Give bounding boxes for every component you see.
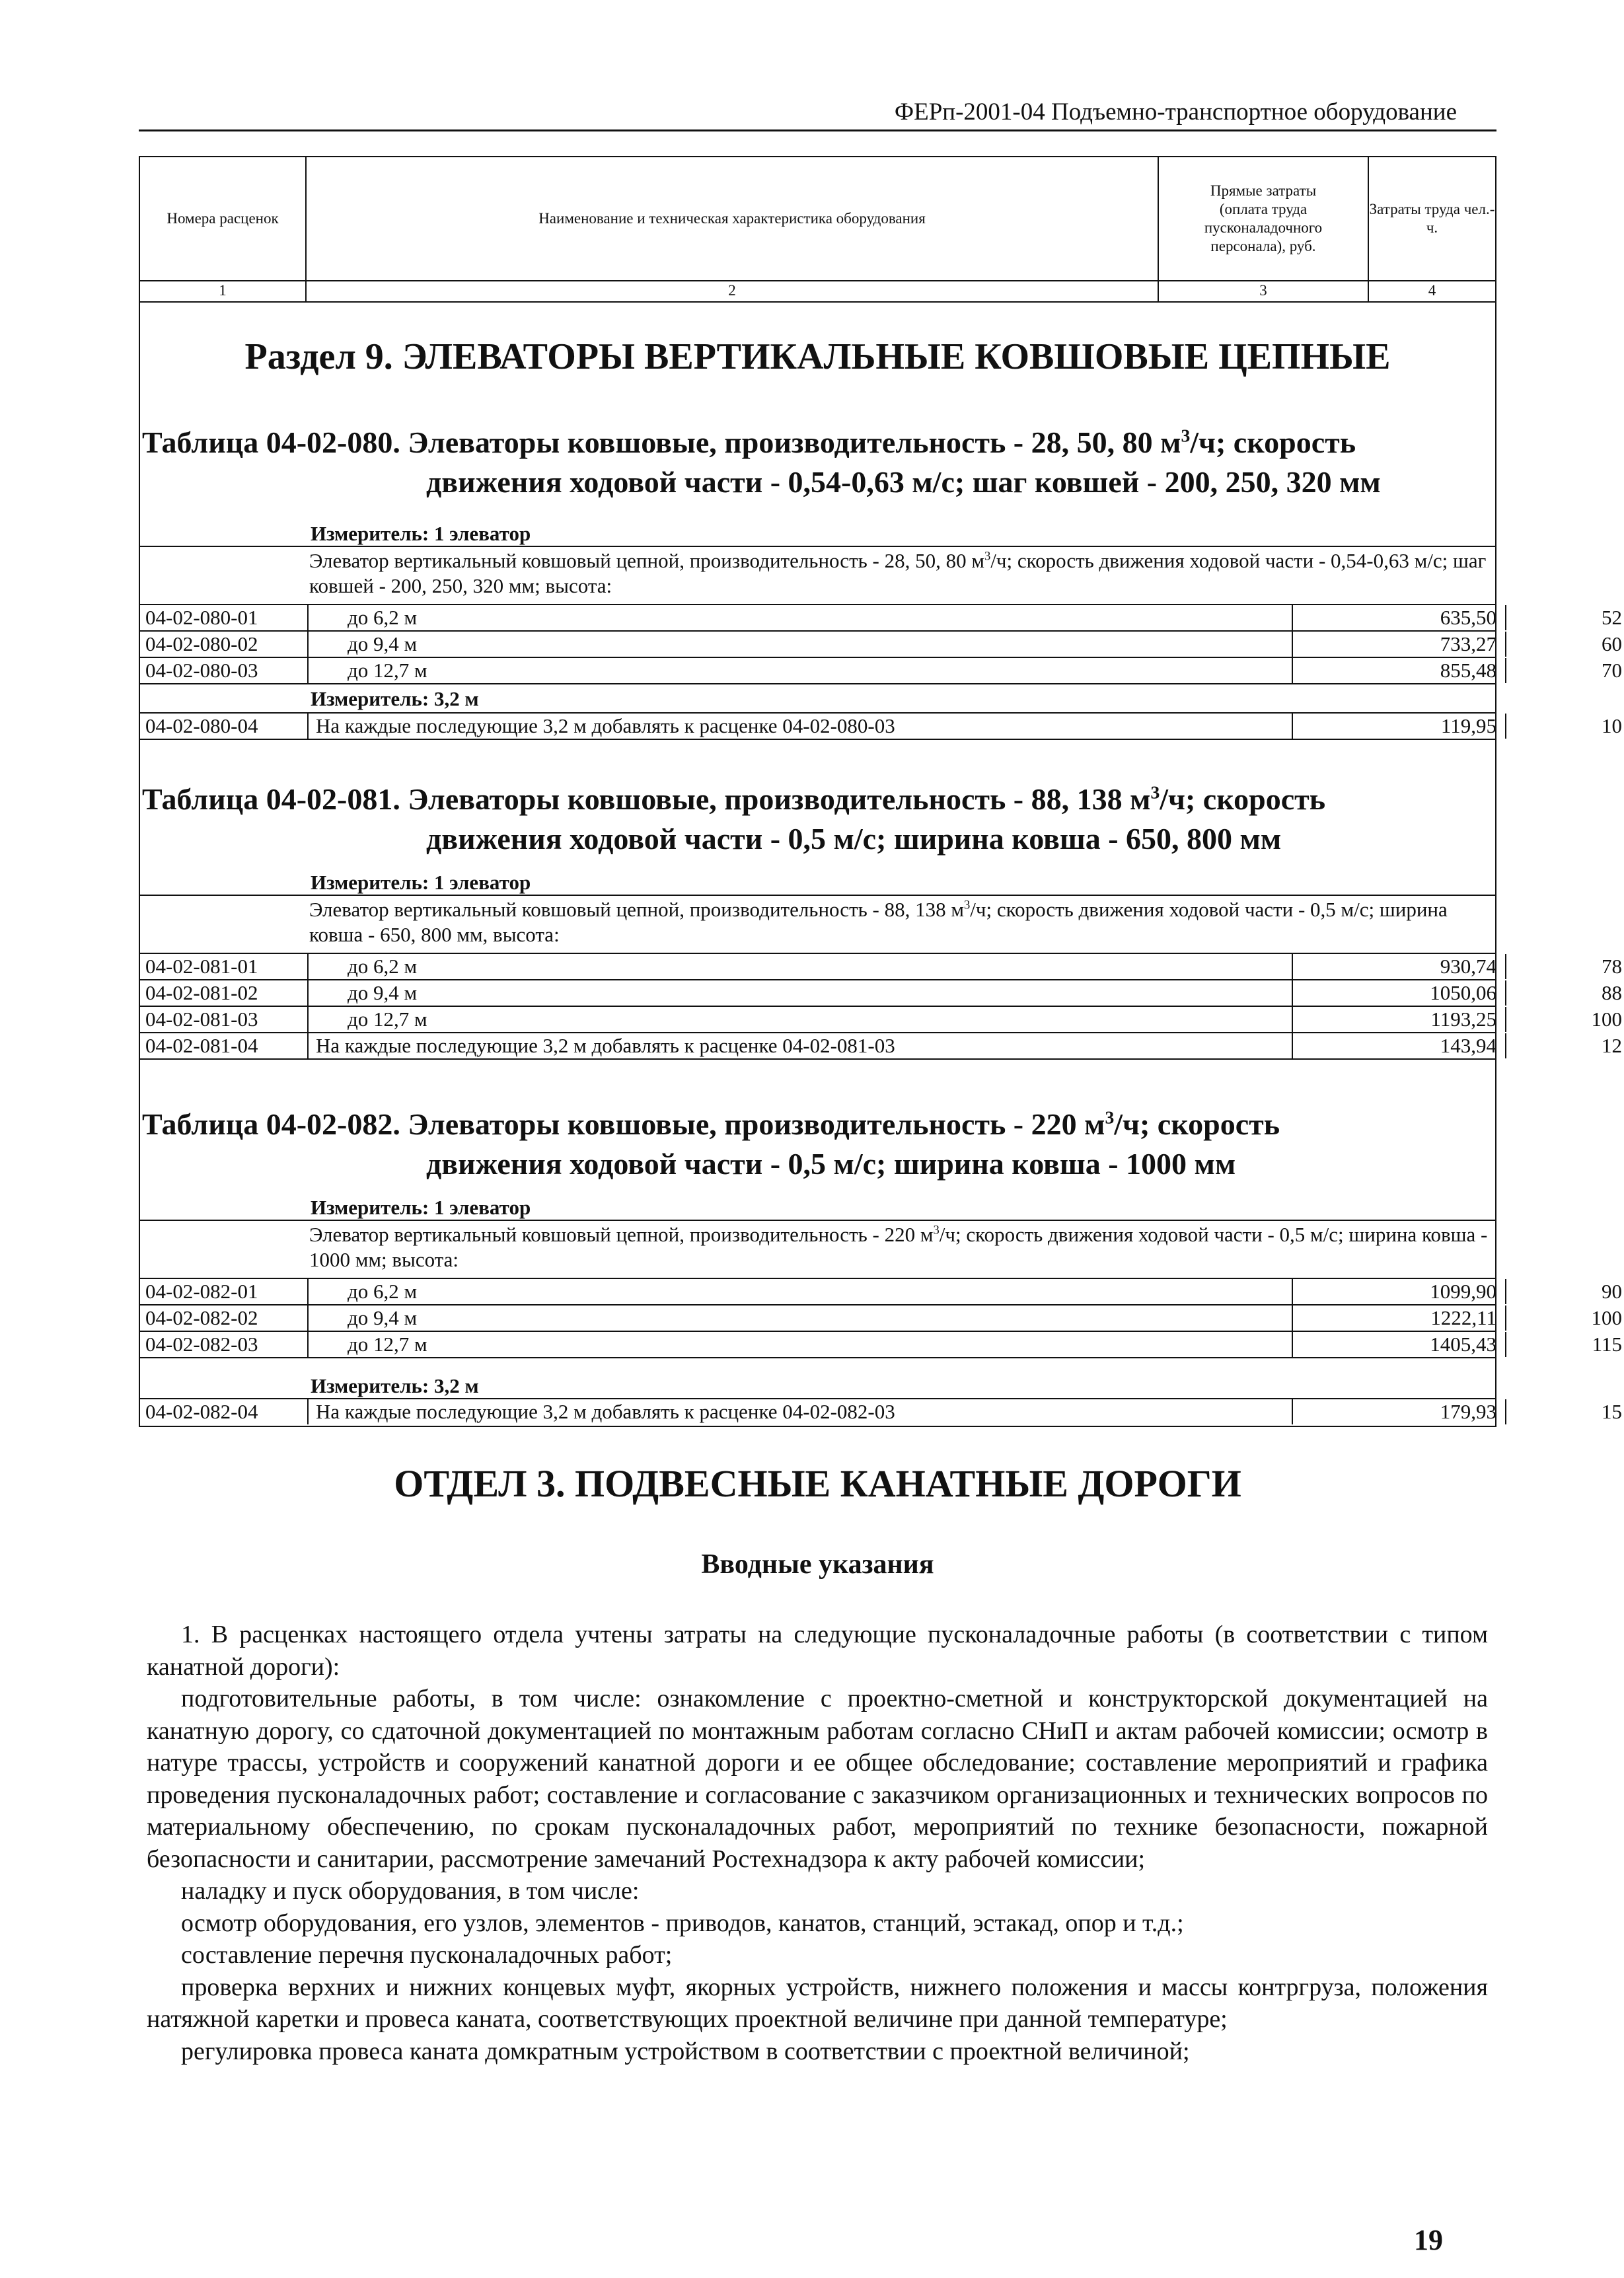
paragraph: составление перечня пусконаладочных работ;	[181, 1941, 673, 1969]
measure-unit-081: Измеритель: 1 элеватор	[311, 871, 531, 894]
rate-code: 04-02-082-04	[145, 1400, 258, 1423]
col-header-name-label: Наименование и техническая характеристика оборудования	[538, 210, 926, 227]
row-labor: 78	[1602, 955, 1622, 978]
paragraph: наладку и пуск оборудования, в том числе:	[181, 1877, 640, 1905]
table-title-082	[142, 1105, 1496, 1184]
paragraph: подготовительные работы, в том числе: ознакомление с проектно-сметной и конструкторской документацией на канатную дорогу, со сдаточной документацией по монтажным работам согласно СНиП и актам рабочей комиссии; осмотр в натуре трассы, устройств и сооружений канатной дороги и ее общее обследование; составление мероприятий и графика проведения пусконаладочных работ; составление и согласование с заказчиком организационных и технических вопросов по материальному обеспечению, по срокам пусконаладочных работ, мероприятий по технике безопасности, пожарной безопасности и санитарии, рассмотрение замечаний Ростехнадзора к акту рабочей комиссии;	[147, 1685, 1488, 1873]
row-labor: 90	[1602, 1280, 1622, 1303]
rule	[139, 546, 1496, 547]
table-title-081-a: Таблица 04-02-081. Элеваторы ковшовые, производительность - 88, 138 м	[142, 782, 1151, 816]
rate-code: 04-02-080-03	[145, 659, 258, 682]
table-description-081	[309, 897, 1492, 947]
superscript: 3	[1150, 782, 1160, 803]
superscript: 3	[1181, 425, 1191, 446]
col-header-codes-label: Номера расценок	[166, 210, 279, 227]
paragraph: регулировка провеса каната домкратным устройством в соответствии с проектной величиной;	[181, 2037, 1190, 2065]
row-labor: 15	[1602, 1400, 1622, 1423]
paragraph: 1. В расценках настоящего отдела учтены затраты на следующие пусконаладочные работы (в соответствии с типом канатной дороги):	[147, 1621, 1488, 1681]
measure-unit-080: Измеритель: 1 элеватор	[311, 522, 531, 545]
row-cost: 1050,06	[1430, 981, 1496, 1004]
superscript: 3	[933, 1223, 940, 1237]
row-labor: 70	[1602, 659, 1622, 682]
desc-081-b: /ч; скорость движения ходовой части - 0,5 м/с; ширина ковша - 650, 800 мм, высота:	[309, 898, 1448, 946]
col-header-codes	[139, 156, 305, 280]
intro-title: Вводные указания	[701, 1549, 934, 1580]
col-header-labor-label: Затраты труда чел.-ч.	[1369, 201, 1495, 236]
row-labor: 12	[1602, 1034, 1622, 1057]
section-title: Раздел 9. ЭЛЕВАТОРЫ ВЕРТИКАЛЬНЫЕ КОВШОВЫЕ ЦЕПНЫЕ	[244, 336, 1391, 377]
table-title-082-b: /ч; скорость	[1114, 1107, 1280, 1141]
measure-unit-080-extra: Измеритель: 3,2 м	[311, 687, 479, 710]
measure-unit-082-extra: Измеритель: 3,2 м	[311, 1374, 479, 1397]
desc-082-b: /ч; скорость движения ходовой части - 0,5 м/с; ширина ковша - 1000 мм; высота:	[309, 1223, 1488, 1271]
table-title-081-b: /ч; скорость	[1160, 782, 1326, 816]
row-labor: 88	[1602, 981, 1622, 1004]
col-header-cost	[1158, 156, 1368, 280]
table-row	[139, 714, 1622, 739]
row-name: до 12,7 м	[348, 1008, 427, 1031]
header-bottom-rule	[139, 301, 1496, 303]
table-row	[139, 1332, 1622, 1357]
col-number-3: 3	[1158, 280, 1368, 301]
row-name: до 12,7 м	[348, 1333, 427, 1356]
rate-code: 04-02-082-03	[145, 1333, 258, 1356]
row-cost: 1405,43	[1430, 1333, 1496, 1356]
superscript: 3	[984, 549, 991, 564]
col-number-1: 1	[139, 280, 305, 301]
paragraph: проверка верхних и нижних концевых муфт, якорных устройств, нижнего положения и массы контргруза, положения натяжной каретки и провеса каната, соответствующих проектной величине при данной температуре;	[147, 1973, 1488, 2033]
desc-080-a: Элеватор вертикальный ковшовый цепной, производительность - 28, 50, 80 м	[309, 549, 984, 572]
table-title-082-a: Таблица 04-02-082. Элеваторы ковшовые, производительность - 220 м	[142, 1107, 1105, 1141]
row-cost: 1222,11	[1430, 1306, 1496, 1329]
table-title-082-line2: движения ходовой части - 0,5 м/с; ширина ковша - 1000 мм	[426, 1147, 1236, 1181]
table-title-081-line2: движения ходовой части - 0,5 м/с; ширина ковша - 650, 800 мм	[426, 822, 1282, 856]
table-title-081	[142, 780, 1496, 859]
rate-code: 04-02-081-03	[145, 1008, 258, 1031]
row-cost: 855,48	[1440, 659, 1496, 682]
col-number-2: 2	[305, 280, 1158, 301]
row-cost: 1099,90	[1430, 1280, 1496, 1303]
table-row	[139, 1305, 1622, 1331]
table-row	[139, 1399, 1622, 1424]
row-name: На каждые последующие 3,2 м добавлять к расценке 04-02-080-03	[316, 714, 895, 737]
table-row	[139, 980, 1622, 1006]
table-row	[139, 1279, 1622, 1304]
table-row	[139, 632, 1622, 657]
row-labor: 100	[1591, 1008, 1622, 1031]
header-rule	[139, 129, 1496, 131]
table-title-080	[142, 423, 1496, 502]
col-header-cost-label: Прямые затраты (оплата труда пусконаладочного персонала), руб.	[1204, 182, 1323, 254]
row-name: до 6,2 м	[348, 955, 418, 978]
table-title-080-b: /ч; скорость	[1190, 425, 1356, 459]
desc-081-a: Элеватор вертикальный ковшовый цепной, производительность - 88, 138 м	[309, 898, 964, 921]
rule	[139, 895, 1496, 896]
rule	[139, 1220, 1496, 1221]
row-cost: 143,94	[1440, 1034, 1496, 1057]
rate-code: 04-02-080-02	[145, 632, 258, 655]
table-row	[139, 658, 1622, 683]
table-title-080-a: Таблица 04-02-080. Элеваторы ковшовые, производительность - 28, 50, 80 м	[142, 425, 1181, 459]
col-header-labor	[1368, 156, 1496, 280]
row-name: до 6,2 м	[348, 1280, 418, 1303]
rate-code: 04-02-082-01	[145, 1280, 258, 1303]
table-row	[139, 605, 1622, 630]
page-number: 19	[1414, 2224, 1443, 2256]
rate-code: 04-02-081-02	[145, 981, 258, 1004]
row-labor: 100	[1591, 1306, 1622, 1329]
table-title-080-line2: движения ходовой части - 0,54-0,63 м/с; шаг ковшей - 200, 250, 320 мм	[426, 465, 1381, 499]
desc-082-a: Элеватор вертикальный ковшовый цепной, производительность - 220 м	[309, 1223, 934, 1246]
table-row	[139, 1007, 1622, 1032]
intro-body	[147, 1619, 1488, 2067]
row-name: до 12,7 м	[348, 659, 427, 682]
running-header: ФЕРп-2001-04 Подъемно-транспортное оборудование	[894, 98, 1457, 126]
paragraph: осмотр оборудования, его узлов, элементов - приводов, канатов, станций, эстакад, опор и т.д.;	[181, 1909, 1184, 1937]
rate-code: 04-02-080-01	[145, 606, 258, 629]
row-cost: 1193,25	[1430, 1008, 1496, 1031]
rate-code: 04-02-080-04	[145, 714, 258, 737]
measure-unit-082: Измеритель: 1 элеватор	[311, 1196, 531, 1219]
superscript: 3	[1105, 1107, 1115, 1128]
col-header-name	[305, 156, 1158, 280]
row-cost: 179,93	[1440, 1400, 1496, 1423]
col-number-4: 4	[1368, 280, 1496, 301]
row-cost: 119,95	[1440, 714, 1496, 737]
row-labor: 52	[1602, 606, 1622, 629]
row-name: до 9,4 м	[348, 632, 418, 655]
department-title: ОТДЕЛ 3. ПОДВЕСНЫЕ КАНАТНЫЕ ДОРОГИ	[394, 1462, 1241, 1505]
table-description-082	[309, 1222, 1492, 1272]
row-name: до 6,2 м	[348, 606, 418, 629]
row-name: На каждые последующие 3,2 м добавлять к расценке 04-02-081-03	[316, 1034, 895, 1057]
row-labor: 60	[1602, 632, 1622, 655]
rate-code: 04-02-081-01	[145, 955, 258, 978]
desc-080-b: /ч; скорость движения ходовой части - 0,54-0,63 м/с; шаг ковшей - 200, 250, 320 мм; высота:	[309, 549, 1487, 597]
row-labor: 115	[1592, 1333, 1622, 1356]
row-cost: 635,50	[1440, 606, 1496, 629]
superscript: 3	[963, 898, 971, 912]
row-cost: 930,74	[1440, 955, 1496, 978]
row-cost: 733,27	[1440, 632, 1496, 655]
row-labor: 10	[1602, 714, 1622, 737]
row-name: до 9,4 м	[348, 1306, 418, 1329]
rate-code: 04-02-081-04	[145, 1034, 258, 1057]
table-row	[139, 1033, 1622, 1058]
row-name: до 9,4 м	[348, 981, 418, 1004]
row-name: На каждые последующие 3,2 м добавлять к расценке 04-02-082-03	[316, 1400, 895, 1423]
table-row	[139, 954, 1622, 979]
rate-code: 04-02-082-02	[145, 1306, 258, 1329]
table-description-080	[309, 548, 1492, 599]
